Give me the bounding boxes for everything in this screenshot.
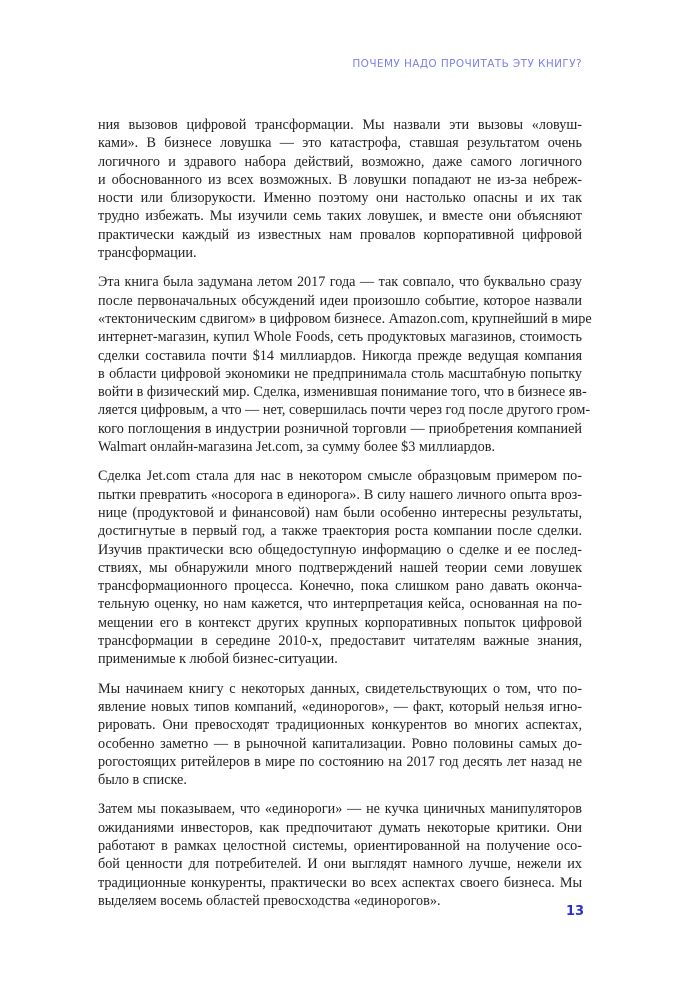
text-line: после первоначальных обсуждений идеи произошло событие, которое назвали [98,292,582,309]
text-line: ками». В бизнесе ловушка — это катастрофа, ставшая результатом очень [98,135,582,152]
text-line: «тектоническим сдвигом» в цифровом бизнесе. Amazon.com, крупнейший в мире [98,310,592,327]
text-line: Эта книга была задумана летом 2017 года — так совпало, что буквально сразу [98,274,582,291]
text-line: мещении его в контекст других крупных корпоративных попыток цифровой [98,614,582,631]
text-line: рогостоящих ритейлеров в мире по состоянию на 2017 год десять лет назад не [98,753,582,770]
paragraph [98,273,592,456]
text-line: Сделка Jet.com стала для нас в некотором смысле образцовым примером по- [98,468,582,485]
text-line: кого поглощения в индустрии розничной торговли — приобретения компанией [98,420,582,437]
text-line: достигнутые в первый год, а также траектория роста компании после сделки. [98,523,582,540]
text-line: ожиданиями инвесторов, как предпочитают думать некоторые критики. Они [98,819,582,836]
text-line: бой ценности для потребителей. И они выглядят намного лучше, нежели их [98,856,582,873]
text-line: трансформации. [98,245,197,262]
text-line: ляется цифровым, а что — нет, совершилась почти через год после другого гром- [98,402,591,419]
paragraph [98,800,582,910]
text-line: логичного и здравого набора действий, возможно, даже самого логичного [98,153,582,170]
text-line: рировать. Они превосходят традиционных конкурентов во многих аспектах, [98,717,582,734]
text-line: в области цифровой экономики не предпринимала столь масштабную попытку [98,365,582,382]
text-line: явление новых типов компаний, «единорогов», — факт, который нельзя игно- [98,698,582,715]
text-line: традиционные конкуренты, практически во всех аспектах своего бизнеса. Мы [98,874,582,891]
text-line: Изучив практически всю общедоступную информацию о сделке и ее послед- [98,541,582,558]
text-line: тельную оценку, но нам кажется, что интерпретация кейса, основанная на по- [98,596,582,613]
text-line: пытки превратить «носорога в единорога». В силу нашего личного опыта вроз- [98,486,582,503]
text-line: было в списке. [98,772,187,789]
text-line: трансформации в середине 2010-х, предоставит читателям важные знания, [98,633,582,650]
page-number: 13 [566,904,585,919]
text-line: Затем мы показываем, что «единороги» — не кучка циничных манипуляторов [98,801,582,818]
text-line: трансформационного процесса. Конечно, пока слишком рано давать оконча- [98,578,582,595]
paragraph [98,680,582,790]
paragraph [98,116,582,262]
text-line: работают в рамках целостной системы, ориентированной на получение осо- [98,837,582,854]
text-line: ности или близорукости. Именно поэтому они настолько опасны и их так [98,190,582,207]
text-line: Мы начинаем книгу с некоторых данных, свидетельствующих о том, что по- [98,680,582,697]
text-line: и обоснованного из всех возможных. В ловушки попадают не из-за небреж- [98,171,582,188]
text-line: применимые к любой бизнес-ситуации. [98,651,338,668]
text-line: войти в физический мир. Сделка, изменившая понимание того, что в бизнесе яв- [98,384,587,401]
text-line: ствиях, мы обнаружили много подтверждений нашей теории семи ловушек [98,559,582,576]
text-line: нице (продуктовой и финансовой) нам были особенно интересны результаты, [98,504,582,521]
text-line: Walmart онлайн-магазина Jet.com, за сумму более $3 миллиардов. [98,439,495,456]
text-line: выделяем восемь областей превосходства «единорогов». [98,892,441,909]
text-line: особенно заметно — в рыночной капитализации. Ровно половины самых до- [98,735,582,752]
text-line: сделки составила почти $14 миллиардов. Никогда прежде ведущая компания [98,347,582,364]
text-line: интернет-магазин, купил Whole Foods, сеть продуктовых магазинов, стоимость [98,329,582,346]
text-line: ния вызовов цифровой трансформации. Мы назвали эти вызовы «ловуш- [98,117,582,133]
page-body [98,116,592,921]
text-line: практически каждый из известных нам провалов корпоративной цифровой [98,226,582,243]
running-header: ПОЧЕМУ НАДО ПРОЧИТАТЬ ЭТУ КНИГУ? [352,58,582,70]
text-line: трудно избежать. Мы изучили семь таких ловушек, и вместе они объясняют [98,208,582,225]
paragraph [98,467,582,668]
